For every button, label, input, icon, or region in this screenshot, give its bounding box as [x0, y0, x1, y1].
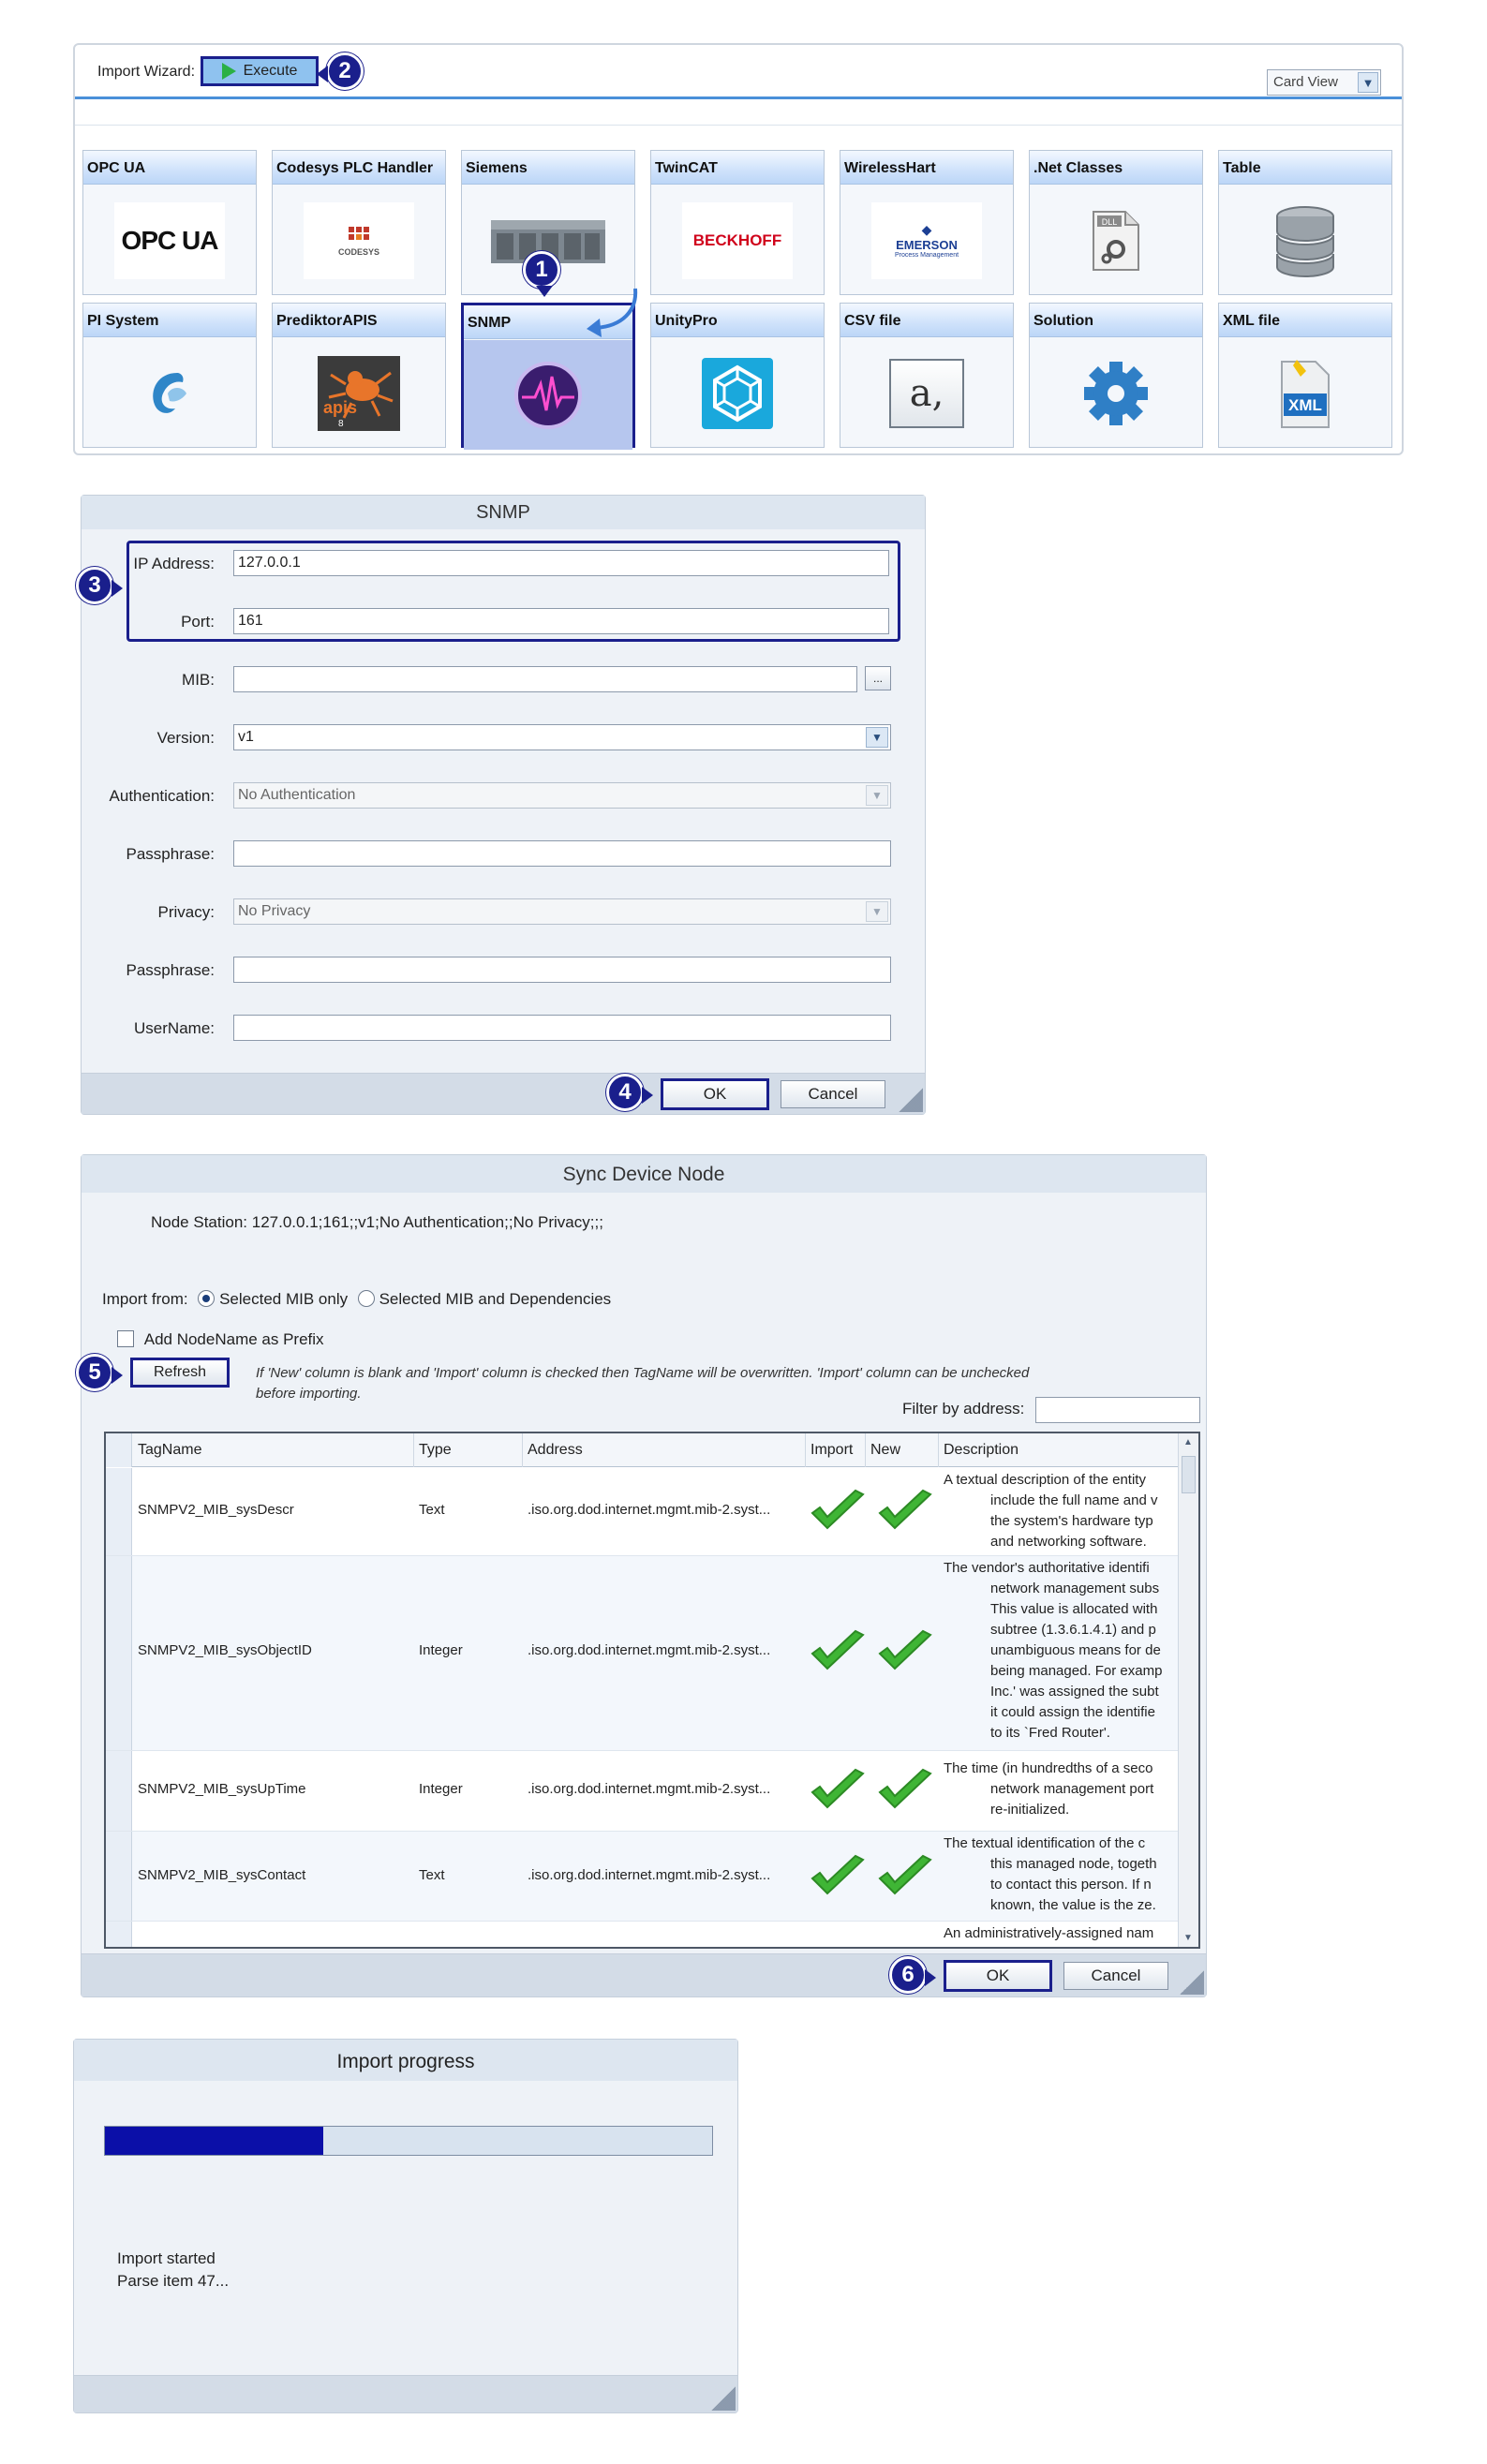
add-nodename-prefix-checkbox[interactable] [117, 1330, 134, 1347]
card-title: WirelessHart [840, 151, 1013, 185]
gear-icon [1030, 338, 1202, 448]
cell-type: Integer [419, 1642, 463, 1658]
view-mode-select[interactable] [1267, 69, 1381, 96]
emerson-logo: ◆ EMERSON Process Management [871, 202, 982, 279]
sync-cancel-button[interactable]: Cancel [1063, 1962, 1168, 1990]
import-checkmark-icon[interactable] [809, 1854, 867, 1901]
new-checkmark-icon [876, 1629, 934, 1676]
filter-address-input[interactable] [1035, 1397, 1200, 1423]
resize-grip-icon[interactable] [899, 1088, 923, 1112]
xml-file-icon [1219, 338, 1391, 448]
cell-description: A textual description of the entity include the full name and v the system's hardware typ and networking software. [944, 1472, 1158, 1550]
mib-label: MIB: [182, 671, 215, 689]
callout-2: 2 [326, 52, 364, 90]
cell-tagname: SNMPV2_MIB_sysObjectID [138, 1642, 312, 1658]
card-title: Siemens [462, 151, 634, 185]
sync-ok-button[interactable]: OK [944, 1960, 1052, 1992]
chevron-down-icon: ▼ [866, 901, 888, 922]
progress-dialog-footer [74, 2375, 737, 2412]
table-row[interactable] [106, 1922, 1180, 1949]
card-title: TwinCAT [651, 151, 824, 185]
card-title: .Net Classes [1030, 151, 1202, 185]
cell-tagname: SNMPV2_MIB_sysContact [138, 1867, 306, 1883]
auth-passphrase-row [82, 840, 927, 868]
snmp-ok-button[interactable]: OK [661, 1078, 769, 1110]
port-label: Port: [181, 613, 215, 631]
card-pi-system[interactable] [82, 303, 257, 448]
auth-passphrase-input[interactable] [233, 840, 891, 867]
node-station-label: Node Station: [151, 1213, 248, 1231]
csv-file-icon: a, [889, 359, 964, 428]
new-checkmark-icon [876, 1854, 934, 1901]
card-net-classes[interactable] [1029, 150, 1203, 295]
table-row[interactable] [106, 1751, 1180, 1832]
ip-address-label: IP Address: [133, 555, 215, 572]
mib-input[interactable] [233, 666, 857, 692]
username-input[interactable] [233, 1015, 891, 1041]
card-title: UnityPro [651, 304, 824, 337]
curved-arrow-icon [581, 285, 647, 341]
privacy-passphrase-row [82, 957, 927, 985]
table-row[interactable] [106, 1556, 1180, 1751]
radio-label: Selected MIB and Dependencies [379, 1290, 612, 1308]
import-from-group [102, 1290, 611, 1309]
cell-type: Text [419, 1502, 445, 1518]
card-opc-ua[interactable] [82, 150, 257, 295]
card-wirelesshart[interactable] [840, 150, 1014, 295]
column-import[interactable]: Import [810, 1442, 854, 1458]
port-row [82, 608, 927, 636]
card-twincat[interactable] [650, 150, 825, 295]
cell-type: Integer [419, 1781, 463, 1797]
sync-dialog-footer [82, 1953, 1206, 1996]
ip-address-input[interactable]: 127.0.0.1 [233, 550, 889, 576]
cell-type: Text [419, 1867, 445, 1883]
authentication-label: Authentication: [109, 787, 215, 805]
scrollbar-thumb[interactable] [1182, 1456, 1196, 1493]
beckhoff-logo: BECKHOFF [682, 202, 793, 279]
cell-tagname: SNMPV2_MIB_sysDescr [138, 1502, 294, 1518]
cell-description: The vendor's authoritative identifi network management subs This value is allocated with subtree (1.3.6.1.4.1) and p unambiguous means for de being managed. For examp Inc.' was assigned the subt it could assign the identifie to its `Fred Router'. [944, 1560, 1163, 1741]
vertical-scrollbar[interactable] [1178, 1433, 1198, 1947]
callout-5: 5 [76, 1354, 113, 1391]
privacy-passphrase-label: Passphrase: [126, 961, 215, 979]
card-title: OPC UA [83, 151, 256, 185]
authentication-select[interactable]: No Authentication ▼ [233, 782, 891, 809]
callout-1: 1 [523, 251, 560, 289]
scroll-down-icon[interactable]: ▼ [1183, 1933, 1193, 1943]
card-prediktorapis[interactable] [272, 303, 446, 448]
snmp-cancel-button[interactable]: Cancel [781, 1080, 885, 1108]
grid-header [106, 1433, 1180, 1467]
progress-bar-fill [105, 2127, 323, 2155]
callout-3: 3 [76, 567, 113, 604]
column-description[interactable]: Description [944, 1442, 1019, 1458]
version-select[interactable]: v1 ▼ [233, 724, 891, 750]
column-address[interactable]: Address [528, 1442, 583, 1458]
import-checkmark-icon[interactable] [809, 1768, 867, 1815]
card-title: Solution [1030, 304, 1202, 337]
cell-address: .iso.org.dod.internet.mgmt.mib-2.syst... [528, 1781, 771, 1797]
table-row[interactable] [106, 1832, 1180, 1922]
cell-address: .iso.org.dod.internet.mgmt.mib-2.syst... [528, 1642, 771, 1658]
card-solution[interactable] [1029, 303, 1203, 448]
cell-description: The textual identification of the c this managed node, togeth to contact this person. If n known, the value is the ze. [944, 1835, 1157, 1913]
scroll-up-icon[interactable]: ▲ [1183, 1437, 1193, 1447]
cell-description: The time (in hundredths of a seco network management port re-initialized. [944, 1760, 1154, 1818]
apis-logo: apis 8 [318, 356, 400, 431]
card-title: SNMP [464, 305, 632, 339]
authentication-row [82, 782, 927, 810]
column-type[interactable]: Type [419, 1442, 452, 1458]
new-checkmark-icon [876, 1768, 934, 1815]
card-title: PrediktorAPIS [273, 304, 445, 337]
import-wizard-label: Import Wizard: [97, 64, 196, 80]
import-from-label: Import from: [102, 1290, 188, 1308]
column-new[interactable]: New [870, 1442, 901, 1458]
privacy-label: Privacy: [157, 903, 215, 921]
opc-ua-logo: OPC UA [114, 202, 225, 279]
chevron-down-icon: ▼ [866, 785, 888, 806]
log-line: Parse item 47... [117, 2272, 230, 2290]
card-xml-file[interactable] [1218, 303, 1392, 448]
import-checkmark-icon[interactable] [809, 1489, 867, 1536]
progress-log [117, 2248, 229, 2293]
ip-address-row [82, 550, 927, 578]
version-row [82, 724, 927, 752]
card-title: CSV file [840, 304, 1013, 337]
wizard-subbar [75, 99, 1402, 126]
sync-device-node-dialog [81, 1154, 1207, 1997]
import-progress-dialog [73, 2039, 738, 2413]
privacy-passphrase-input[interactable] [233, 957, 891, 983]
database-icon [1219, 186, 1391, 295]
privacy-select[interactable]: No Privacy ▼ [233, 898, 891, 925]
resize-grip-icon[interactable] [1180, 1970, 1204, 1995]
cell-tagname: SNMPV2_MIB_sysUpTime [138, 1781, 306, 1797]
auth-passphrase-label: Passphrase: [126, 845, 215, 863]
sync-dialog-title: Sync Device Node [82, 1155, 1206, 1193]
wizard-toolbar [75, 45, 1402, 99]
execute-button[interactable] [201, 56, 319, 86]
port-input[interactable]: 161 [233, 608, 889, 634]
resize-grip-icon[interactable] [711, 2386, 736, 2411]
node-station-text [151, 1213, 603, 1232]
codesys-logo: CODESYS [304, 202, 414, 279]
refresh-button[interactable]: Refresh [130, 1358, 230, 1388]
cell-address: .iso.org.dod.internet.mgmt.mib-2.syst... [528, 1502, 771, 1518]
snmp-dialog-title: SNMP [82, 496, 925, 529]
callout-6: 6 [889, 1956, 927, 1994]
import-progress-title: Import progress [74, 2040, 737, 2081]
radio-label: Selected MIB only [219, 1290, 349, 1308]
tag-grid [104, 1432, 1200, 1949]
card-codesys[interactable] [272, 150, 446, 295]
view-mode-value: Card View [1273, 74, 1338, 90]
execute-label: Execute [243, 63, 298, 79]
log-line: Import started [117, 2249, 216, 2267]
node-station-value: 127.0.0.1;161;;v1;No Authentication;;No Privacy;;; [251, 1213, 603, 1231]
column-tagname[interactable]: TagName [138, 1442, 202, 1458]
snmp-dialog-footer [82, 1073, 925, 1114]
chevron-down-icon: ▼ [1358, 72, 1378, 93]
cell-address: .iso.org.dod.internet.mgmt.mib-2.syst... [528, 1867, 771, 1883]
import-checkmark-icon[interactable] [809, 1629, 867, 1676]
chevron-down-icon: ▼ [866, 727, 888, 748]
username-label: UserName: [134, 1019, 215, 1037]
progress-bar [104, 2126, 713, 2156]
card-title: XML file [1219, 304, 1391, 337]
browse-mib-button[interactable]: ... [865, 666, 891, 690]
dll-file-icon [1030, 186, 1202, 295]
username-row [82, 1015, 927, 1043]
privacy-row [82, 898, 927, 927]
checkbox-label: Add NodeName as Prefix [143, 1330, 324, 1348]
mib-row [82, 666, 927, 694]
cell-description: An administratively-assigned nam [944, 1925, 1154, 1941]
card-unitypro[interactable] [650, 303, 825, 448]
new-checkmark-icon [876, 1489, 934, 1536]
unitypro-icon [651, 338, 824, 448]
radio-mib-and-dependencies[interactable] [358, 1290, 375, 1307]
card-title: Table [1219, 151, 1391, 185]
svg-text:DLL: DLL [1101, 216, 1118, 227]
snmp-dialog [81, 495, 926, 1115]
table-row[interactable] [106, 1468, 1180, 1556]
overwrite-note: If 'New' column is blank and 'Import' column is checked then TagName will be overwritten. 'Import' column can be unchecked before importing. [256, 1365, 1030, 1402]
svg-text:XML: XML [1288, 395, 1322, 414]
card-csv-file[interactable] [840, 303, 1014, 448]
card-title: PI System [83, 304, 256, 337]
prefix-option [117, 1330, 324, 1349]
radio-selected-mib-only[interactable] [198, 1290, 215, 1307]
snmp-pulse-icon [464, 340, 632, 450]
import-wizard-panel [73, 43, 1404, 455]
pi-system-icon [83, 338, 256, 448]
card-title: Codesys PLC Handler [273, 151, 445, 185]
card-table[interactable] [1218, 150, 1392, 295]
filter-label: Filter by address: [902, 1400, 1025, 1418]
play-icon [222, 63, 236, 80]
callout-4: 4 [606, 1074, 644, 1111]
version-label: Version: [156, 729, 215, 747]
